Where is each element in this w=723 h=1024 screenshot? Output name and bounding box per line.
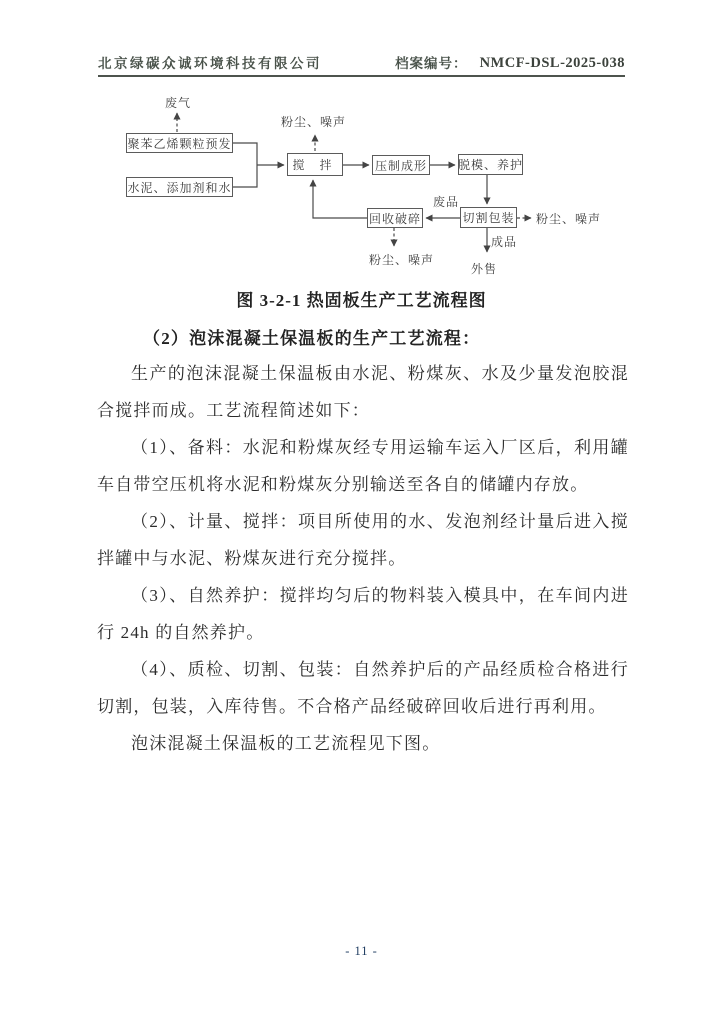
flow-box-cutting-packing: 切割包装 [460, 207, 517, 228]
archive-number-group [395, 52, 625, 72]
paragraph: （1）、备料：水泥和粉煤灰经专用运输车运入厂区后，利用罐车自带空压机将水泥和粉煤灰分别输送至各自的储罐内存放。 [97, 438, 629, 494]
label-dust-noise-recycle: 粉尘、噪声 [369, 253, 435, 267]
label-finished-product: 成品 [491, 235, 518, 249]
paragraph: （3）、自然养护：搅拌均匀后的物料装入模具中，在车间内进行 24h 的自然养护。 [97, 586, 629, 642]
paragraph: 泡沫混凝土保温板的工艺流程见下图。 [131, 734, 441, 753]
flow-box-demold-curing: 脱模、养护 [458, 154, 523, 175]
flow-box-mixing: 搅 拌 [287, 153, 343, 176]
body-text [97, 355, 629, 762]
flow-box-cement-additives-water: 水泥、添加剂和水 [126, 177, 233, 197]
paragraph: （4）、质检、切割、包装：自然养护后的产品经质检合格进行切割，包装，入库待售。不合格产品经破碎回收后进行再利用。 [97, 660, 629, 716]
figure-caption: 图 3-2-1 热固板生产工艺流程图 [236, 291, 487, 310]
company-name: 北京绿碳众诚环境科技有限公司 [98, 56, 322, 71]
connector-inputs-merge [233, 143, 257, 187]
flow-box-recycle-crushing: 回收破碎 [367, 208, 423, 228]
arrow-recycle-to-mixing [313, 180, 367, 218]
paragraph: 生产的泡沫混凝土保温板由水泥、粉煤灰、水及少量发泡胶混合搅拌而成。工艺流程简述如下： [97, 364, 629, 420]
page-header [98, 48, 625, 77]
label-dust-noise-mixing: 粉尘、噪声 [281, 115, 347, 129]
label-dust-noise-cutting: 粉尘、噪声 [536, 212, 602, 226]
page-number: - 11 - [345, 944, 378, 958]
label-waste-gas: 废气 [165, 96, 192, 110]
label-scrap: 废品 [433, 195, 460, 209]
archive-number-value: NMCF-DSL-2025-038 [479, 55, 625, 71]
flow-box-press-forming: 压制成形 [372, 155, 430, 175]
flow-box-pre-expansion: 聚苯乙烯颗粒预发 [126, 133, 233, 153]
process-flowchart [0, 90, 723, 282]
section-heading: （2）泡沫混凝土保温板的生产工艺流程： [143, 329, 481, 348]
paragraph: （2）、计量、搅拌：项目所使用的水、发泡剂经计量后进入搅拌罐中与水泥、粉煤灰进行充分搅拌。 [97, 512, 629, 568]
label-external-sale: 外售 [471, 262, 498, 276]
flowchart-connectors [0, 90, 723, 282]
archive-number-label: 档案编号： [395, 56, 468, 71]
